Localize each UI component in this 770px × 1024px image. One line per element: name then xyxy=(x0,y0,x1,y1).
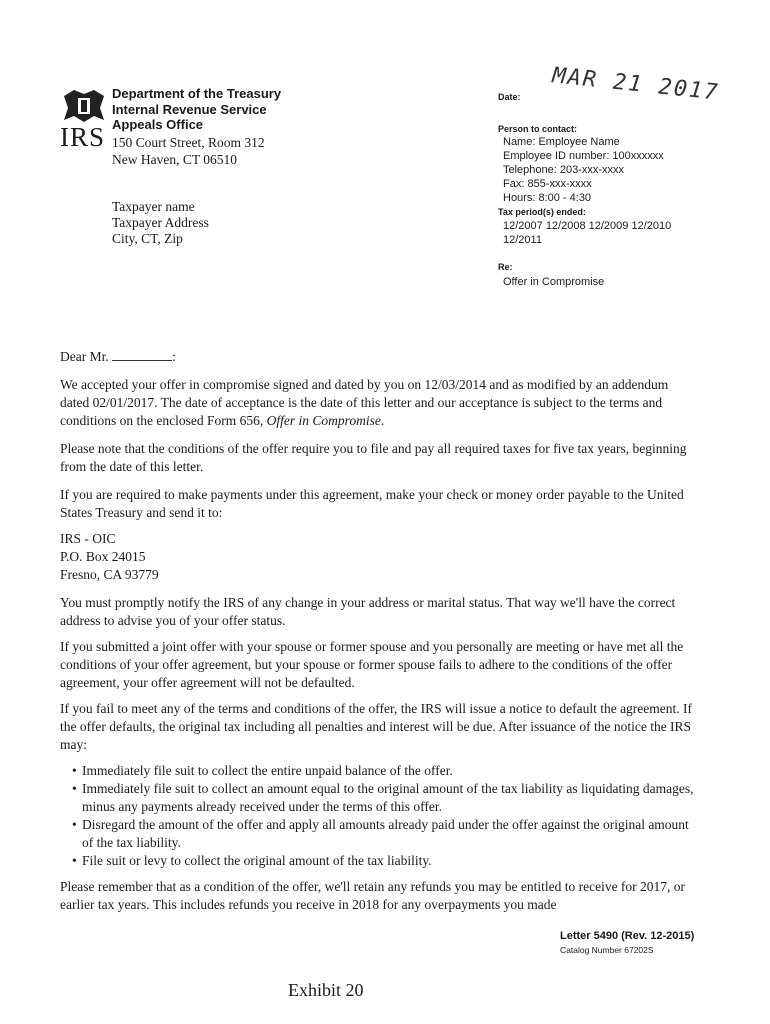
salutation xyxy=(60,348,700,366)
form-title: Offer in Compromise xyxy=(266,413,381,428)
fax: Fax: 855-xxx-xxxx xyxy=(503,178,592,190)
list-item: • File suit or levy to collect the original amount of the tax liability. xyxy=(70,852,700,870)
payment-address-line3: Fresno, CA 93779 xyxy=(60,567,159,582)
office-name: Appeals Office xyxy=(112,117,204,132)
tax-periods xyxy=(503,219,671,247)
taxpayer-city: City, CT, Zip xyxy=(112,231,183,246)
redacted-name xyxy=(112,360,172,361)
salutation-suffix: : xyxy=(172,349,176,364)
default-actions-list xyxy=(70,762,700,870)
contact-details xyxy=(503,135,664,205)
telephone: Telephone: 203-xxx-xxxx xyxy=(503,164,625,176)
irs-logo-text: IRS xyxy=(60,122,106,152)
paragraph-conditions: Please note that the conditions of the offer require you to file and pay all required taxes for five tax years, beginning from the date of this letter. xyxy=(60,441,687,474)
date-stamp: MAR 21 2017 xyxy=(551,63,721,106)
paragraph-default: If you fail to meet any of the terms and conditions of the offer, the IRS will issue a notice to default the agreement. If the offer defaults, the original tax including all penalties and interest will be due. After issuance of the notice the IRS may: xyxy=(60,701,693,752)
tax-periods-line1: 12/2007 12/2008 12/2009 12/2010 xyxy=(503,220,672,232)
contact-name: Name: Employee Name xyxy=(503,136,620,148)
letter-id: Letter 5490 (Rev. 12-2015) xyxy=(560,930,695,942)
taxpayer-address: Taxpayer Address xyxy=(112,215,209,230)
payment-address-line1: IRS - OIC xyxy=(60,531,116,546)
contact-label: Person to contact: xyxy=(498,124,578,134)
re-label: Re: xyxy=(498,262,513,272)
exhibit-label: Exhibit 20 xyxy=(288,980,364,1000)
department-name: Department of the Treasury xyxy=(112,86,282,101)
list-item: • Immediately file suit to collect an amount equal to the original amount of the tax liability as liquidating damages, minus any payments already received under the terms of this offer. xyxy=(70,780,700,816)
irs-logo xyxy=(60,86,108,154)
paragraph-payments: If you are required to make payments under this agreement, make your check or money order payable to the United States Treasury and send it to: xyxy=(60,487,684,520)
paragraph-refunds: Please remember that as a condition of the offer, we'll retain any refunds you may be entitled to receive for 2017, or earlier tax years. This includes refunds you receive in 2018 for any overpayments you made xyxy=(60,879,686,912)
list-item: • Immediately file suit to collect the entire unpaid balance of the offer. xyxy=(70,762,700,780)
agency-name: Internal Revenue Service xyxy=(112,102,267,117)
office-address xyxy=(112,134,265,168)
taxpayer-block xyxy=(112,199,209,247)
tax-period-label: Tax period(s) ended: xyxy=(498,207,586,217)
office-address-line2: New Haven, CT 06510 xyxy=(112,152,237,167)
hours: Hours: 8:00 - 4:30 xyxy=(503,192,592,204)
department-header xyxy=(112,86,281,118)
date-label: Date: xyxy=(498,92,521,102)
paragraph-acceptance: We accepted your offer in compromise signed and dated by you on 12/03/2014 and as modified by an addendum dated 02/01/2017. The date of acceptance is the date of this letter and our acceptance is subject to the terms and conditions on the enclosed Form 656, Offer in Compromise. xyxy=(60,377,669,428)
paragraph-joint-offer: If you submitted a joint offer with your spouse or former spouse and you personally are meeting or have met all the conditions of your offer agreement, but your spouse or former spouse fails to adhere to the conditions of the offer agreement, your offer agreement will not be defaulted. xyxy=(60,639,684,690)
paragraph-notify: You must promptly notify the IRS of any change in your address or marital status. That way we'll have the correct address to advise you of your offer status. xyxy=(60,595,676,628)
list-item: • Disregard the amount of the offer and apply all amounts already paid under the offer against the original amount of the tax liability. xyxy=(70,816,700,852)
salutation-prefix: Dear Mr. xyxy=(60,349,109,364)
catalog-number: Catalog Number 67202S xyxy=(560,945,654,955)
office-address-line1: 150 Court Street, Room 312 xyxy=(112,135,265,150)
employee-id: Employee ID number: 100xxxxxx xyxy=(503,150,664,162)
payment-address xyxy=(60,530,700,584)
taxpayer-name: Taxpayer name xyxy=(112,199,195,214)
payment-address-line2: P.O. Box 24015 xyxy=(60,549,146,564)
re-value: Offer in Compromise xyxy=(503,276,605,288)
tax-periods-line2: 12/2011 xyxy=(503,234,542,246)
